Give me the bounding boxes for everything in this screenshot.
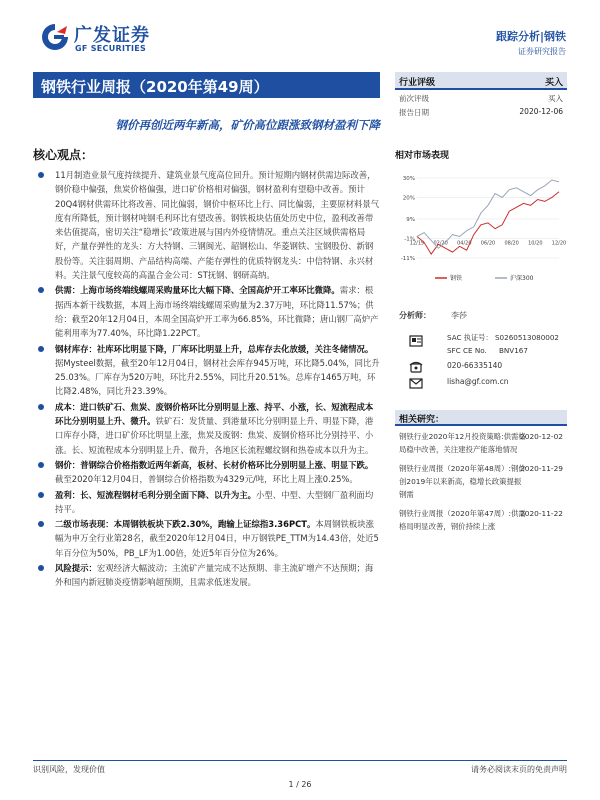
footer-slogan: 识别风险，发现价值 (33, 765, 105, 774)
bullet-dot-icon (38, 565, 44, 571)
x-tick-label: 10/20 (528, 240, 543, 247)
bullet-dot-icon (38, 287, 44, 293)
report-title: 钢铁行业周报（2020年第49周） (41, 78, 269, 96)
page-header (0, 0, 600, 62)
x-tick-label: 08/20 (504, 240, 519, 247)
rating-header (395, 72, 567, 90)
chart-title: 相对市场表现 (395, 151, 450, 161)
analyst-name-row (395, 306, 567, 332)
report-title-bar (33, 72, 380, 98)
core-view-text: 据Mysteel数据，截至20年12月04日，钢材社会库存945万吨，环比降5.04%，同比升25.03%。厂库存为520万吨，环比升2.55%，同比升20.51%。总库存1465万吨，环比降2.48%，同比升23.39%。 (55, 357, 380, 397)
footer-divider (33, 760, 567, 761)
core-view-text: 本周钢铁板块涨幅为申万全行业第28名，截至2020年12月04日，申万钢铁PE_TTM为14.43倍，处近5年百分位为50%，PB_LF为1.00倍，处近5年百分位为26%。 (55, 519, 379, 558)
bullet-dot-icon (38, 404, 44, 410)
page-number: 1 / 26 (288, 780, 312, 789)
prev-rating-label: 前次评级 (399, 94, 429, 103)
related-item[interactable] (395, 458, 567, 503)
core-view-lead: 成本：进口铁矿石、焦炭、废钢价格环比分别明显上涨、持平、小涨，长、短流程成本环比分别明显上升、微升。 (55, 401, 374, 427)
rating-label: 行业评级 (399, 78, 436, 88)
y-tick-label: -1% (404, 236, 415, 243)
related-date: 2020-11-29 (520, 464, 563, 473)
bullet-dot-icon (38, 346, 44, 352)
y-tick-label: 9% (406, 216, 415, 223)
core-view-lead: 供需：上海市场终端线螺周采购量环比大幅下降、全国高炉开工率环比微降。 (55, 285, 340, 296)
legend-label: 沪深300 (510, 275, 534, 282)
brand-logo (40, 20, 180, 56)
sac-number: S0260513080002 (495, 333, 560, 342)
sac-label: SAC 执证号： (447, 333, 493, 342)
prev-rating-value: 买入 (548, 94, 563, 103)
related-date: 2020-12-02 (520, 432, 563, 441)
rating-box (395, 72, 567, 118)
core-view-item (33, 488, 380, 517)
phone-row (395, 358, 567, 374)
analyst-label: 分析师： (399, 311, 431, 320)
report-category: 跟踪分析|钢铁 (495, 30, 566, 43)
bullet-dot-icon (38, 521, 44, 527)
bullet-dot-icon (38, 172, 44, 178)
analyst-name: 李莎 (451, 311, 467, 320)
y-tick-label: 30% (402, 176, 415, 182)
y-tick-label: -11% (400, 256, 415, 262)
phone-icon (409, 361, 423, 373)
analyst-email[interactable]: lisha@gf.com.cn (447, 377, 509, 386)
core-view-text: 铁矿石：发货量、到港量环比分别明显上升、明显下降，港口库存小降，进口矿价环比明显上涨，焦炭及废钢：焦炭、废钢价格环比分别持平、小涨。长、短流程成本分别明显上升、微升，各地区长流程螺纹钢和热卷成本以升为主。 (55, 416, 374, 455)
core-view-text: 11月制造业景气度持续提升、建筑业景气度高位回升。预计短期内钢材供需边际改善，钢价稳中偏强，焦炭价格偏强，进口矿价格相对偏强，钢材盈利有望稳中改善。预计20Q4钢材供需环比将改善、同比偏弱，钢价中枢环比上行、同比偏弱，主要原材料景气度有所降低，预计钢材吨钢毛利环比有望改善。钢铁板块估值处历史中位，盈利改善带来估值提高，密切关注“稳增长”政策进展与国内外疫情情况。重点关注区域供需格局好，产量存弹性的龙头：方大特钢、三钢闽光、韶钢松山、华菱钢铁、宝钢股份、新钢股份等。关注弱周期、产品结构高端、产能存弹性的优质特钢龙头：中信特钢、永兴材料。关注景气度较高的高温合金公司：ST抚钢、钢研高纳。 (55, 170, 380, 281)
x-tick-label: 12/20 (551, 240, 567, 247)
x-tick-label: 06/20 (480, 240, 496, 247)
gf-logo-icon (40, 22, 70, 52)
report-date-label: 报告日期 (399, 108, 429, 117)
rating-value: 买入 (544, 78, 563, 88)
core-view-lead: 风险提示： (55, 563, 97, 574)
x-tick-label: 02/20 (433, 240, 448, 247)
core-view-item (33, 517, 380, 560)
core-view-item (33, 283, 380, 340)
core-view-text: 截至2020年12月04日，普钢综合价格指数为4329元/吨，环比上周上涨0.25%。 (55, 474, 358, 485)
core-views-list (33, 168, 380, 591)
core-view-item (33, 400, 380, 457)
related-item[interactable] (395, 426, 567, 458)
sfc-number: BNV167 (499, 346, 528, 355)
core-view-item (33, 168, 380, 282)
core-view-item (33, 458, 380, 487)
legend-label: 钢铁 (450, 275, 463, 282)
core-views-heading: 核心观点： (33, 148, 94, 162)
series-line-1 (417, 180, 559, 248)
report-date-value: 2020-12-06 (519, 107, 563, 116)
related-list (395, 426, 567, 535)
y-tick-label: 20% (402, 195, 415, 202)
related-title[interactable]: 钢铁行业2020年12月投资策略:供需格局稳中改善，关注建投产能落地情况 (399, 432, 526, 454)
sfc-row (395, 345, 567, 358)
sfc-label: SFC CE No. (447, 346, 487, 355)
relative-performance-chart (395, 170, 567, 290)
related-date: 2020-11-22 (520, 509, 563, 518)
sac-row (395, 332, 567, 345)
related-title[interactable]: 钢铁行业周报（2020年第48周）:钢价创2019年以来新高，稳增长政策提振钢需 (399, 464, 526, 499)
core-view-item (33, 561, 380, 590)
analyst-info (395, 306, 567, 390)
core-view-item (33, 342, 380, 399)
related-item[interactable] (395, 503, 567, 535)
bullet-dot-icon (38, 492, 44, 498)
core-view-text: 小型、中型、大型钢厂盈利面均持平。 (55, 489, 374, 514)
related-heading: 相关研究： (395, 410, 567, 426)
email-row[interactable] (395, 374, 567, 390)
report-date-row (395, 104, 567, 118)
bullet-dot-icon (38, 462, 44, 468)
x-tick-label: 04/20 (457, 240, 472, 247)
core-view-lead: 盈利：长、短流程钢材毛利分别全面下降、以升为主。 (55, 489, 256, 500)
core-view-lead: 钢材库存：社库环比明显下降，厂库环比明显上升，总库存去化放缓，关注冬储情况。 (55, 343, 374, 354)
core-view-text: 需求：根据西本新干线数据，本周上海市场终端线螺周采购量为2.37万吨，环比降11.57%；供给：截至20年12月04日，本周全国高炉开工率为66.85%，环比微降；唐山钢厂高炉产能利用率为77.40%，环比降1.22PCT。 (55, 285, 379, 339)
doc-type: 证券研究报告 (518, 47, 566, 56)
core-view-text: 宏观经济大幅波动；主流矿产量完成不达预期、非主流矿增产不达预期；海外和国内新冠肺炎疫情影响超预期，且需求低迷发展。 (55, 563, 374, 588)
brand-name-cn: 广发证券 (74, 25, 150, 46)
core-view-lead: 二级市场表现：本周钢铁板块下跌2.30%，跑输上证综指3.36PCT。 (55, 519, 316, 530)
core-view-lead: 钢价：普钢综合价格指数近两年新高，板材、长材价格环比分别明显上涨、明显下跌。 (55, 459, 374, 470)
prev-rating-row (395, 90, 567, 104)
analyst-phone: 020-66335140 (447, 361, 503, 370)
related-research (395, 410, 567, 535)
related-title[interactable]: 钢铁行业周报（2020年第47周）:供需格局明显改善，钢价持续上涨 (399, 509, 526, 531)
brand-name-en: GF SECURITIES (75, 44, 147, 53)
mail-icon (409, 377, 423, 389)
report-subtitle: 钢价再创近两年新高，矿价高位跟涨致钢材盈利下降 (115, 118, 380, 132)
x-tick-label: 12/19 (409, 240, 425, 247)
footer-disclaimer: 请务必阅读末页的免责声明 (471, 765, 567, 774)
